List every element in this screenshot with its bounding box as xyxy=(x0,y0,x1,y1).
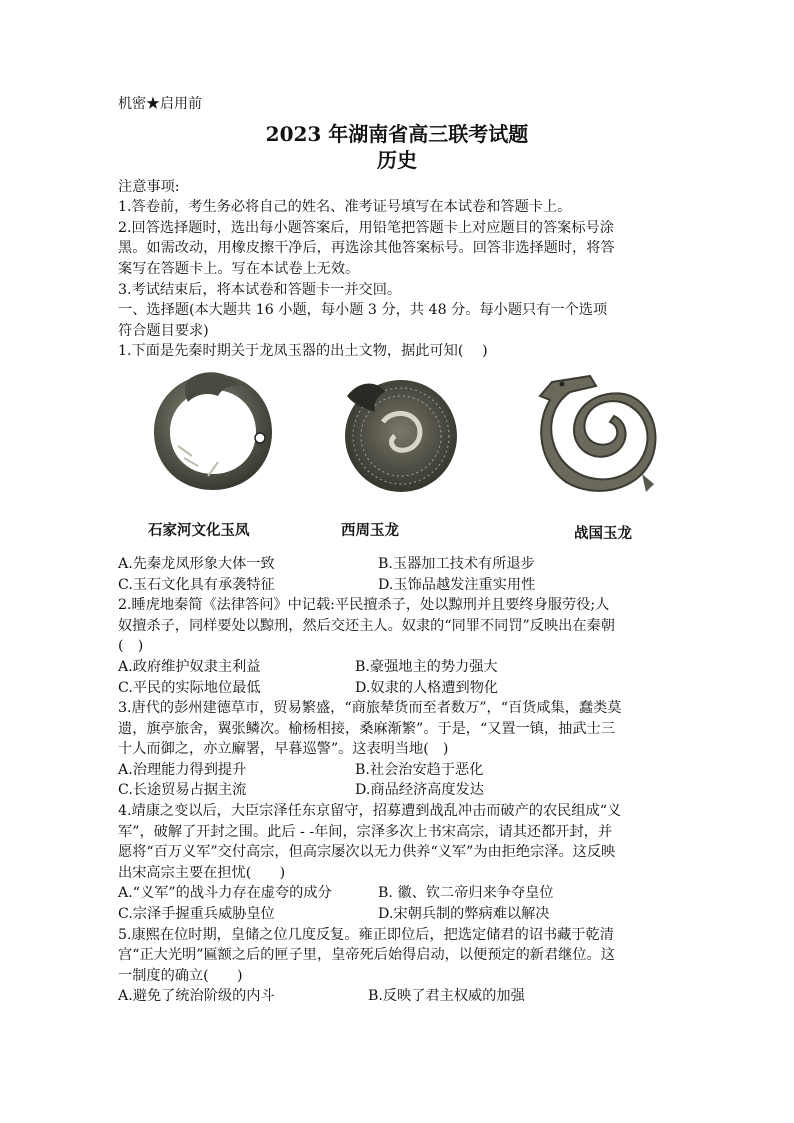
option-d: D.玉饰品越发注重实用性 xyxy=(378,576,536,593)
notice-item: 2.回答选择题时，选出每小题答案后，用铅笔把答题卡上对应题目的答案标号涂 xyxy=(118,219,614,236)
question-4-stem: 4.靖康之变以后，大臣宗泽任东京留守，招募遭到战乱冲击而破产的农民组成“义 xyxy=(118,803,622,820)
question-4-stem: 愿将“百万义军”交付高宗，但高宗屡次以无力供养“义军”为由拒绝宗泽。这反映 xyxy=(118,844,616,861)
option-b: B.反映了君主权威的加强 xyxy=(368,988,525,1005)
question-5-options-row xyxy=(118,986,676,1007)
option-d: D.宋朝兵制的弊病难以解决 xyxy=(378,906,550,923)
option-c: C.长途贸易占据主流 xyxy=(118,782,247,799)
question-3-stem: 十人而御之，亦立廨署，早暮巡警”。这表明当地( ) xyxy=(118,741,449,758)
question-4-options-row xyxy=(118,904,676,925)
exam-subject: 历史 xyxy=(377,147,417,172)
notice-item: 黑。如需改动，用橡皮擦干净后，再选涂其他答案标号。回答非选择题时，将答 xyxy=(118,240,615,257)
question-2-stem: 奴擅杀子，同样要处以黥刑，然后交还主人。奴隶的“同罪不同罚”反映出在秦朝 xyxy=(118,617,615,634)
exam-title: 2023 年湖南省高三联考试题 xyxy=(265,121,529,146)
option-a: A.避免了统治阶级的内斗 xyxy=(118,988,275,1005)
jade-dragon-icon xyxy=(333,366,463,498)
option-d: D.奴隶的人格遭到物化 xyxy=(355,679,499,696)
notice-item: 案写在答题卡上。写在本试卷上无效。 xyxy=(118,260,360,277)
option-a: A.治理能力得到提升 xyxy=(118,761,247,778)
question-4-options-row xyxy=(118,883,676,904)
question-3-options-row xyxy=(118,780,676,801)
jade-phoenix-icon xyxy=(148,366,278,498)
notice-item: 1.答卷前，考生务必将自己的姓名、准考证号填写在本试卷和答题卡上。 xyxy=(118,199,572,216)
option-c: C.平民的实际地位最低 xyxy=(118,679,261,696)
question-1-figures xyxy=(118,366,676,552)
question-3-stem: 遗，旗亭旅舍，翼张鳞次。榆杨相接，桑麻渐繁”。于是，“又置一镇，抽武士三 xyxy=(118,720,615,737)
question-5-stem: 一制度的确立( ) xyxy=(118,967,243,984)
notice-heading: 注意事项: xyxy=(118,178,180,195)
question-1-options-row xyxy=(118,554,676,575)
option-c: C.宗泽手握重兵威胁皇位 xyxy=(118,906,275,923)
option-b: B.玉器加工技术有所退步 xyxy=(378,555,535,572)
option-a: A.“义军”的战斗力存在虚夸的成分 xyxy=(118,885,332,902)
figure-caption: 西周玉龙 xyxy=(341,521,399,539)
jade-coiled-dragon-icon xyxy=(530,366,660,506)
question-1-options-row xyxy=(118,575,676,596)
option-a: A.先秦龙凤形象大体一致 xyxy=(118,555,275,572)
question-5-stem: 5.康熙在位时期，皇储之位几度反复。雍正即位后，把选定储君的诏书藏于乾清 xyxy=(118,926,614,943)
option-b: B. 徽、钦二帝归来争夺皇位 xyxy=(378,885,554,902)
option-b: B.社会治安趋于恶化 xyxy=(355,761,484,778)
notice-item: 3.考试结束后，将本试卷和答题卡一并交回。 xyxy=(118,281,402,298)
figure-caption: 战国玉龙 xyxy=(574,524,632,542)
question-3-stem: 3.唐代的彭州建德草市，贸易繁盛，“商旅辇货而至者数万”，“百货咸集，蠢类莫 xyxy=(118,700,622,717)
question-2-stem: 2.睡虎地秦简《法律答问》中记载:平民擅杀子，处以黥刑并且要终身服劳役;人 xyxy=(118,597,610,614)
option-a: A.政府维护奴隶主利益 xyxy=(118,658,261,675)
section-heading: 一、选择题(本大题共 16 小题，每小题 3 分，共 48 分。每小题只有一个选项 xyxy=(118,302,608,319)
section-heading-cont: 符合题目要求) xyxy=(118,322,209,339)
option-d: D.商品经济高度发达 xyxy=(355,782,484,799)
option-c: C.玉石文化具有承袭特征 xyxy=(118,576,275,593)
figure-caption: 石家河文化玉凤 xyxy=(148,521,250,539)
secret-label: 机密★启用前 xyxy=(118,96,202,112)
exam-page xyxy=(118,94,676,1007)
question-4-stem: 军”，破解了开封之围。此后 - -年间，宗泽多次上书宋高宗，请其还都开封，并 xyxy=(118,823,613,840)
question-3-options-row xyxy=(118,760,676,781)
question-2-options-row xyxy=(118,657,676,678)
question-2-stem: ( ) xyxy=(118,638,144,655)
option-b: B.豪强地主的势力强大 xyxy=(355,658,498,675)
question-5-stem: 宫“正大光明”匾额之后的匣子里，皇帝死后始得启动，以便预定的新君继位。这 xyxy=(118,947,615,964)
question-1-stem: 1.下面是先秦时期关于龙凤玉器的出土文物，据此可知( ) xyxy=(118,343,488,360)
question-4-stem: 出宋高宗主要在担忧( ) xyxy=(118,864,286,881)
question-2-options-row xyxy=(118,678,676,699)
